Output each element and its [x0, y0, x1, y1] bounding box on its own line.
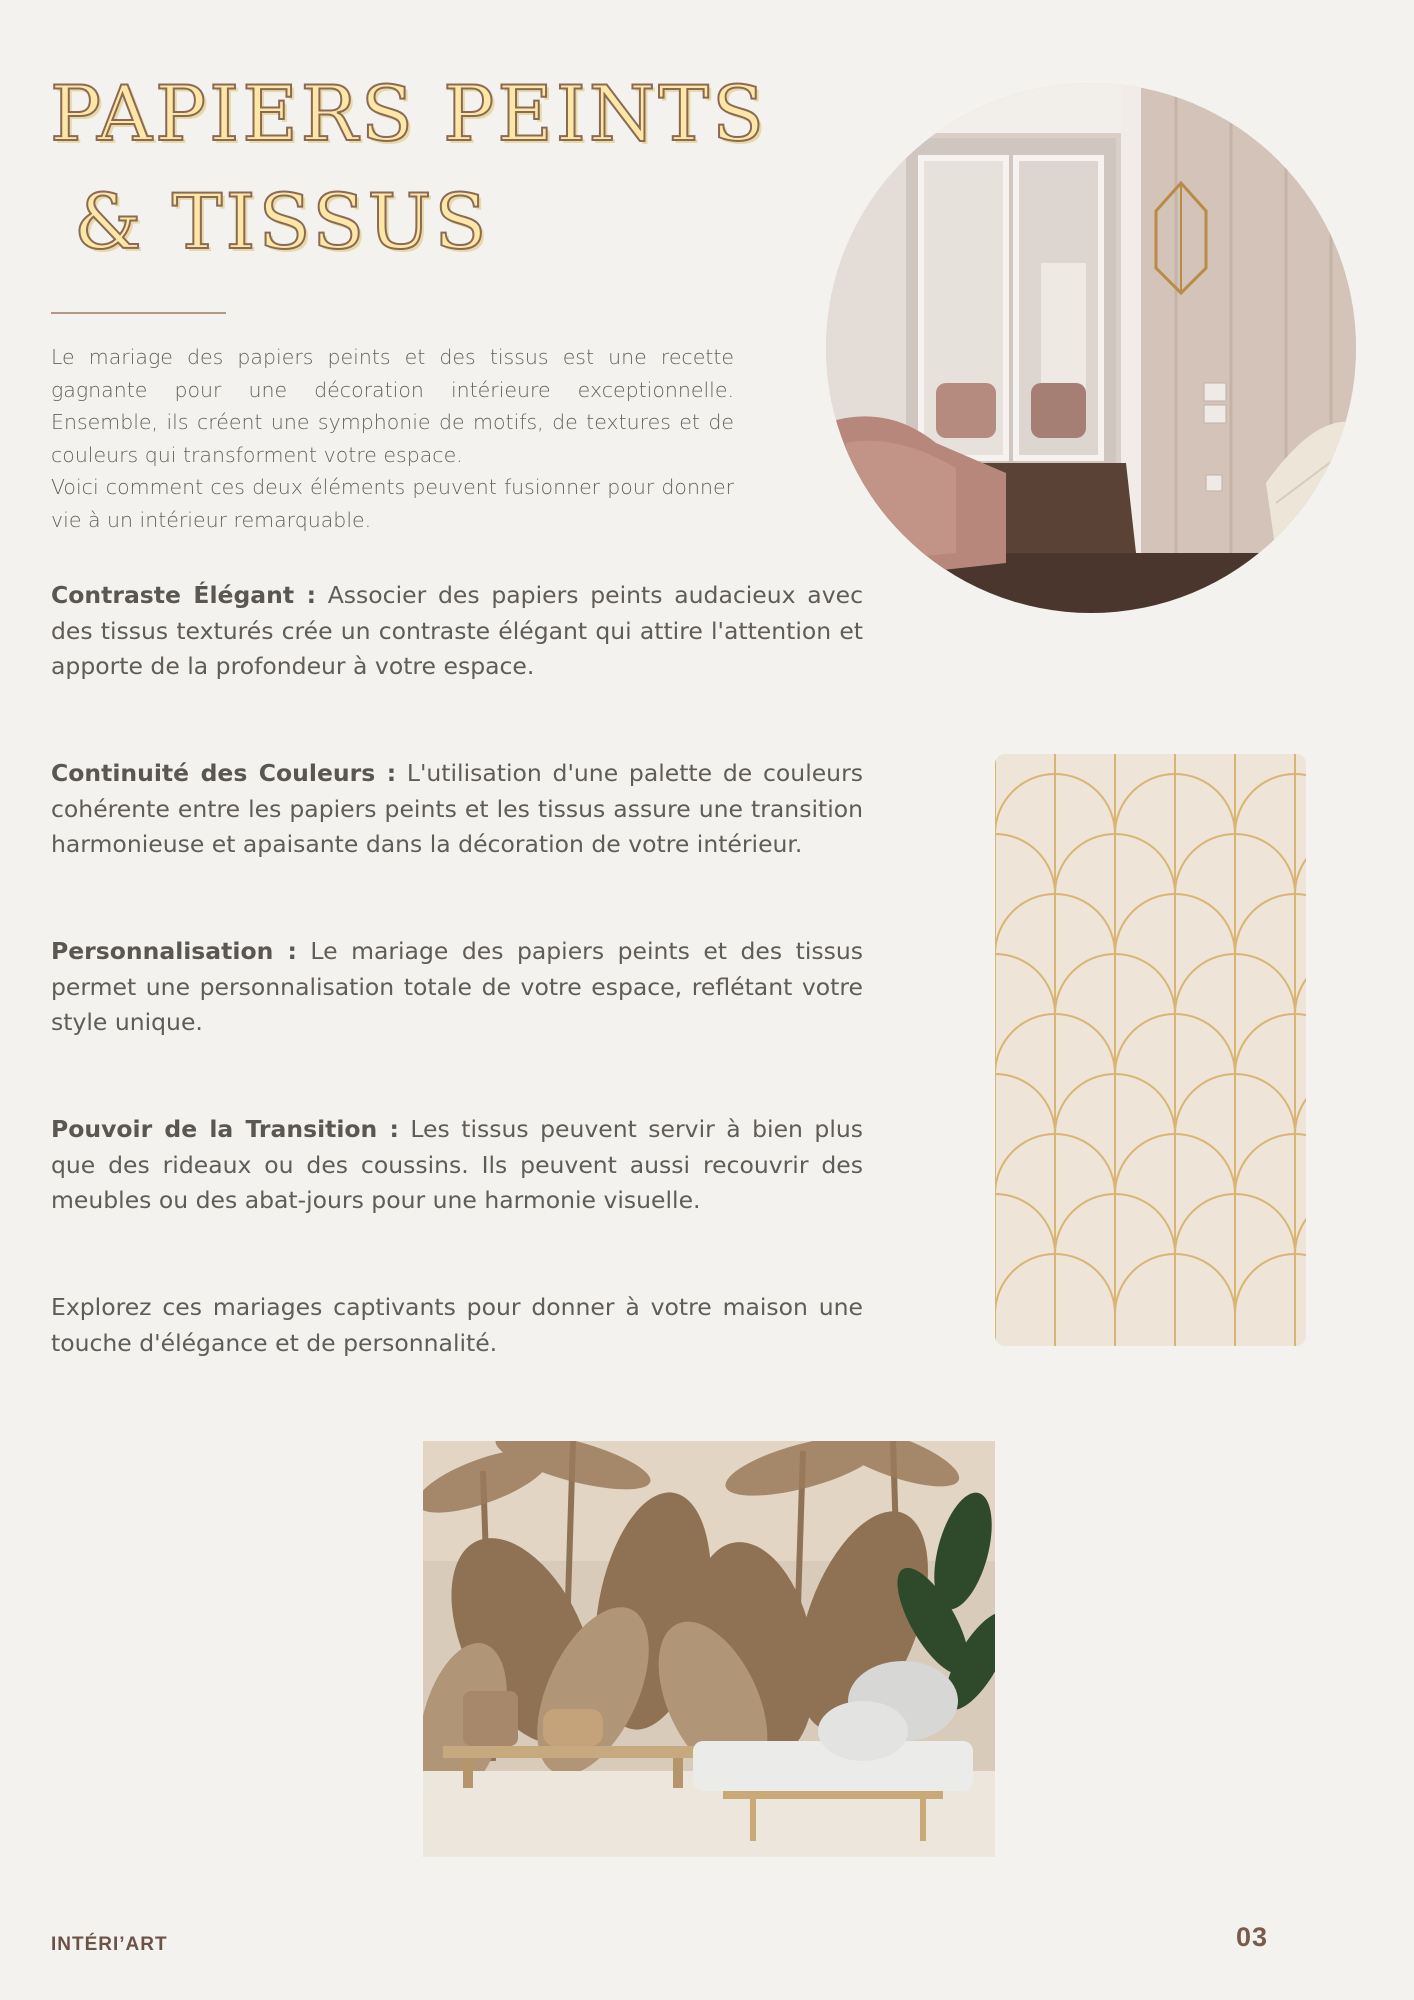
section-body: Associer des papiers peints audacieux avec des tissus texturés crée un contraste élégant qui attire l'attention et apporte de la profondeur à votre espace. [51, 581, 863, 680]
section-label: Personnalisation : [51, 937, 297, 965]
section-label: Pouvoir de la Transition : [51, 1115, 399, 1143]
closing-text: Explorez ces mariages captivants pour donner à votre maison une touche d'élégance et de personnalité. [51, 1293, 863, 1357]
page-title [50, 60, 767, 276]
section-continuite [51, 756, 863, 863]
section-label: Continuité des Couleurs : [51, 759, 397, 787]
section-personnalisation [51, 934, 863, 1041]
title-divider [51, 312, 226, 314]
title-line-2: & TISSUS [74, 177, 490, 266]
section-body: Le mariage des papiers peints et des tissus permet une personnalisation totale de votre espace, reflétant votre style unique. [51, 937, 863, 1036]
art-deco-wallpaper-sample [995, 754, 1306, 1346]
hallway-illustration [826, 83, 1356, 613]
intro-paragraph-2: Voici comment ces deux éléments peuvent fusionner pour donner vie à un intérieur remarquable. [51, 475, 734, 532]
section-body: Les tissus peuvent servir à bien plus que des rideaux ou des coussins. Ils peuvent aussi recouvrir des meubles ou des abat-jours pour une harmonie visuelle. [51, 1115, 863, 1214]
section-contraste [51, 578, 863, 685]
footer-brand: INTÉRI’ART [51, 1934, 168, 1955]
section-transition [51, 1112, 863, 1219]
intro-text [51, 341, 734, 536]
section-label: Contraste Élégant : [51, 581, 316, 609]
tropical-wallpaper-photo [423, 1441, 995, 1857]
page-number: 03 [1236, 1922, 1269, 1952]
title-line-1: PAPIERS PEINTS [50, 69, 768, 158]
interior-photo-circle [826, 83, 1356, 613]
intro-paragraph-1: Le mariage des papiers peints et des tissus est une recette gagnante pour une décoration intérieure exceptionnelle. Ensemble, ils créent une symphonie de motifs, de textures et de couleurs qui transforment votre espace. [51, 345, 734, 467]
arch-pattern [995, 754, 1306, 1346]
section-body: L'utilisation d'une palette de couleurs cohérente entre les papiers peints et les tissus assure une transition harmonieuse et apaisante dans la décoration de votre intérieur. [51, 759, 863, 858]
tropical-room-illustration [423, 1441, 995, 1857]
